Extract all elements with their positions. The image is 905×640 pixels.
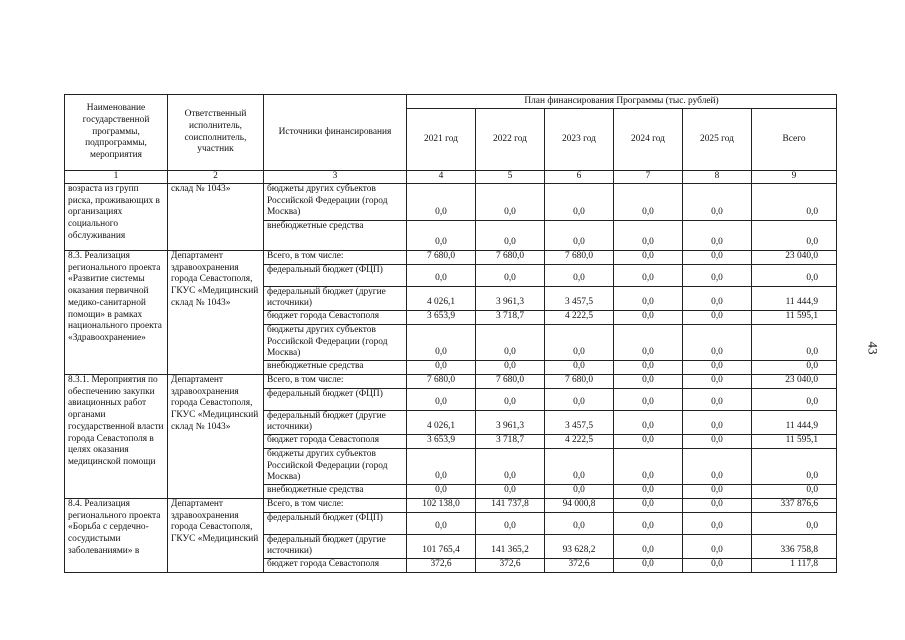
header-year: 2021 год <box>407 109 476 171</box>
year-cell: 0,0 <box>476 220 545 250</box>
year-cell: 0,0 <box>545 264 614 286</box>
year-cell: 0,0 <box>476 264 545 286</box>
header-total: Всего <box>752 109 837 171</box>
total-cell: 0,0 <box>752 485 837 499</box>
year-cell: 0,0 <box>407 183 476 220</box>
table-row <box>65 183 837 220</box>
year-cell: 0,0 <box>683 435 752 449</box>
funding-source: федеральный бюджет (ФЦП) <box>264 512 407 534</box>
funding-source: Всего, в том числе: <box>264 498 407 512</box>
year-cell: 3 457,5 <box>545 286 614 311</box>
year-cell: 0,0 <box>545 361 614 375</box>
year-cell: 0,0 <box>407 512 476 534</box>
year-cell: 0,0 <box>683 250 752 264</box>
funding-source: бюджет города Севастополя <box>264 559 407 573</box>
year-cell: 0,0 <box>683 512 752 534</box>
year-cell: 94 000,8 <box>545 498 614 512</box>
col-index: 4 <box>407 171 476 184</box>
executor: Департамент здравоохранения города Севастополя, ГКУС «Медицинский <box>168 498 264 572</box>
year-cell: 0,0 <box>476 324 545 360</box>
year-cell: 0,0 <box>545 485 614 499</box>
funding-source: федеральный бюджет (ФЦП) <box>264 264 407 286</box>
year-cell: 0,0 <box>683 220 752 250</box>
year-cell: 102 138,0 <box>407 498 476 512</box>
year-cell: 0,0 <box>407 220 476 250</box>
year-cell: 372,6 <box>545 559 614 573</box>
table-row <box>65 250 837 264</box>
year-cell: 0,0 <box>476 485 545 499</box>
total-cell: 336 758,8 <box>752 534 837 559</box>
year-cell: 0,0 <box>614 448 683 484</box>
col-index: 5 <box>476 171 545 184</box>
total-cell: 11 444,9 <box>752 410 837 435</box>
year-cell: 0,0 <box>407 264 476 286</box>
year-cell: 3 718,7 <box>476 311 545 325</box>
year-cell: 7 680,0 <box>545 250 614 264</box>
year-cell: 0,0 <box>545 220 614 250</box>
table-body <box>65 183 837 572</box>
header-source: Источники финансирования <box>264 95 407 171</box>
year-cell: 0,0 <box>683 183 752 220</box>
year-cell: 0,0 <box>683 448 752 484</box>
col-index: 6 <box>545 171 614 184</box>
total-cell: 0,0 <box>752 220 837 250</box>
col-index: 8 <box>683 171 752 184</box>
year-cell: 0,0 <box>683 388 752 410</box>
year-cell: 372,6 <box>476 559 545 573</box>
year-cell: 7 680,0 <box>407 250 476 264</box>
year-cell: 0,0 <box>614 485 683 499</box>
year-cell: 0,0 <box>614 435 683 449</box>
year-cell: 0,0 <box>614 512 683 534</box>
year-cell: 4 222,5 <box>545 435 614 449</box>
year-cell: 0,0 <box>683 324 752 360</box>
year-cell: 0,0 <box>476 388 545 410</box>
year-cell: 3 718,7 <box>476 435 545 449</box>
funding-source: Всего, в том числе: <box>264 250 407 264</box>
funding-source: бюджет города Севастополя <box>264 311 407 325</box>
year-cell: 141 365,2 <box>476 534 545 559</box>
year-cell: 0,0 <box>476 448 545 484</box>
year-cell: 0,0 <box>614 324 683 360</box>
total-cell: 0,0 <box>752 183 837 220</box>
col-index: 9 <box>752 171 837 184</box>
year-cell: 93 628,2 <box>545 534 614 559</box>
total-cell: 11 444,9 <box>752 286 837 311</box>
total-cell: 1 117,8 <box>752 559 837 573</box>
year-cell: 7 680,0 <box>476 374 545 388</box>
total-cell: 11 595,1 <box>752 435 837 449</box>
year-cell: 141 737,8 <box>476 498 545 512</box>
header-year: 2023 год <box>545 109 614 171</box>
funding-source: внебюджетные средства <box>264 361 407 375</box>
funding-source: федеральный бюджет (другие источники) <box>264 410 407 435</box>
year-cell: 0,0 <box>614 311 683 325</box>
total-cell: 0,0 <box>752 448 837 484</box>
year-cell: 0,0 <box>614 286 683 311</box>
total-cell: 0,0 <box>752 264 837 286</box>
funding-source: внебюджетные средства <box>264 220 407 250</box>
year-cell: 0,0 <box>614 559 683 573</box>
year-cell: 0,0 <box>683 311 752 325</box>
year-cell: 0,0 <box>545 183 614 220</box>
year-cell: 0,0 <box>614 183 683 220</box>
total-cell: 337 876,6 <box>752 498 837 512</box>
year-cell: 0,0 <box>545 388 614 410</box>
year-cell: 0,0 <box>614 250 683 264</box>
year-cell: 0,0 <box>407 388 476 410</box>
year-cell: 0,0 <box>683 559 752 573</box>
year-cell: 0,0 <box>545 448 614 484</box>
financing-table <box>64 94 837 573</box>
funding-source: бюджеты других субъектов Российской Федерации (город Москва) <box>264 324 407 360</box>
year-cell: 4 222,5 <box>545 311 614 325</box>
year-cell: 0,0 <box>476 361 545 375</box>
total-cell: 0,0 <box>752 324 837 360</box>
year-cell: 0,0 <box>683 534 752 559</box>
year-cell: 7 680,0 <box>545 374 614 388</box>
executor: Департамент здравоохранения города Севастополя, ГКУС «Медицинский склад № 1043» <box>168 250 264 374</box>
funding-source: внебюджетные средства <box>264 485 407 499</box>
year-cell: 0,0 <box>683 498 752 512</box>
col-index: 2 <box>168 171 264 184</box>
year-cell: 0,0 <box>407 361 476 375</box>
total-cell: 0,0 <box>752 512 837 534</box>
header-year: 2022 год <box>476 109 545 171</box>
year-cell: 0,0 <box>683 374 752 388</box>
executor: склад № 1043» <box>168 183 264 250</box>
year-cell: 3 457,5 <box>545 410 614 435</box>
year-cell: 3 653,9 <box>407 311 476 325</box>
header-executor: Ответственный исполнитель, соисполнитель, участник <box>168 95 264 171</box>
total-cell: 0,0 <box>752 388 837 410</box>
year-cell: 0,0 <box>683 361 752 375</box>
year-cell: 101 765,4 <box>407 534 476 559</box>
col-index: 7 <box>614 171 683 184</box>
year-cell: 3 653,9 <box>407 435 476 449</box>
funding-source: бюджеты других субъектов Российской Федерации (город Москва) <box>264 448 407 484</box>
year-cell: 0,0 <box>476 183 545 220</box>
header-year: 2024 год <box>614 109 683 171</box>
year-cell: 0,0 <box>683 286 752 311</box>
funding-source: бюджет города Севастополя <box>264 435 407 449</box>
year-cell: 0,0 <box>614 388 683 410</box>
year-cell: 372,6 <box>407 559 476 573</box>
measure-name: 8.3.1. Мероприятия по обеспечению закупки авиационных работ органами государственной власти города Севастополя в целях оказания медицинской помощи <box>65 374 168 498</box>
year-cell: 3 961,3 <box>476 410 545 435</box>
header-plan: План финансирования Программы (тыс. рублей) <box>407 95 837 109</box>
table-row <box>65 374 837 388</box>
year-cell: 7 680,0 <box>476 250 545 264</box>
year-cell: 0,0 <box>683 264 752 286</box>
col-index: 3 <box>264 171 407 184</box>
total-cell: 0,0 <box>752 361 837 375</box>
year-cell: 0,0 <box>614 264 683 286</box>
total-cell: 23 040,0 <box>752 374 837 388</box>
header-year: 2025 год <box>683 109 752 171</box>
year-cell: 0,0 <box>614 220 683 250</box>
year-cell: 0,0 <box>407 485 476 499</box>
header-name: Наименование государственной программы, подпрограммы, мероприятия <box>65 95 168 171</box>
funding-source: бюджеты других субъектов Российской Федерации (город Москва) <box>264 183 407 220</box>
year-cell: 4 026,1 <box>407 410 476 435</box>
year-cell: 7 680,0 <box>407 374 476 388</box>
year-cell: 0,0 <box>614 374 683 388</box>
page-number: 43 <box>865 341 881 355</box>
total-cell: 23 040,0 <box>752 250 837 264</box>
measure-name: 8.4. Реализация регионального проекта «Борьба с сердечно-сосудистыми заболеваниями» в <box>65 498 168 572</box>
executor: Департамент здравоохранения города Севастополя, ГКУС «Медицинский склад № 1043» <box>168 374 264 498</box>
year-cell: 0,0 <box>407 448 476 484</box>
year-cell: 0,0 <box>614 498 683 512</box>
table-row <box>65 498 837 512</box>
col-index: 1 <box>65 171 168 184</box>
total-cell: 11 595,1 <box>752 311 837 325</box>
year-cell: 0,0 <box>614 361 683 375</box>
year-cell: 0,0 <box>614 410 683 435</box>
funding-source: федеральный бюджет (другие источники) <box>264 286 407 311</box>
funding-source: федеральный бюджет (другие источники) <box>264 534 407 559</box>
year-cell: 4 026,1 <box>407 286 476 311</box>
measure-name: возраста из групп риска, проживающих в организациях социального обслуживания <box>65 183 168 250</box>
year-cell: 0,0 <box>683 485 752 499</box>
year-cell: 3 961,3 <box>476 286 545 311</box>
year-cell: 0,0 <box>476 512 545 534</box>
year-cell: 0,0 <box>683 410 752 435</box>
funding-source: Всего, в том числе: <box>264 374 407 388</box>
year-cell: 0,0 <box>614 534 683 559</box>
year-cell: 0,0 <box>545 512 614 534</box>
year-cell: 0,0 <box>545 324 614 360</box>
measure-name: 8.3. Реализация регионального проекта «Развитие системы оказания первичной медико-санитарной помощи» в рамках национального проекта «Здравоохранение» <box>65 250 168 374</box>
funding-source: федеральный бюджет (ФЦП) <box>264 388 407 410</box>
year-cell: 0,0 <box>407 324 476 360</box>
